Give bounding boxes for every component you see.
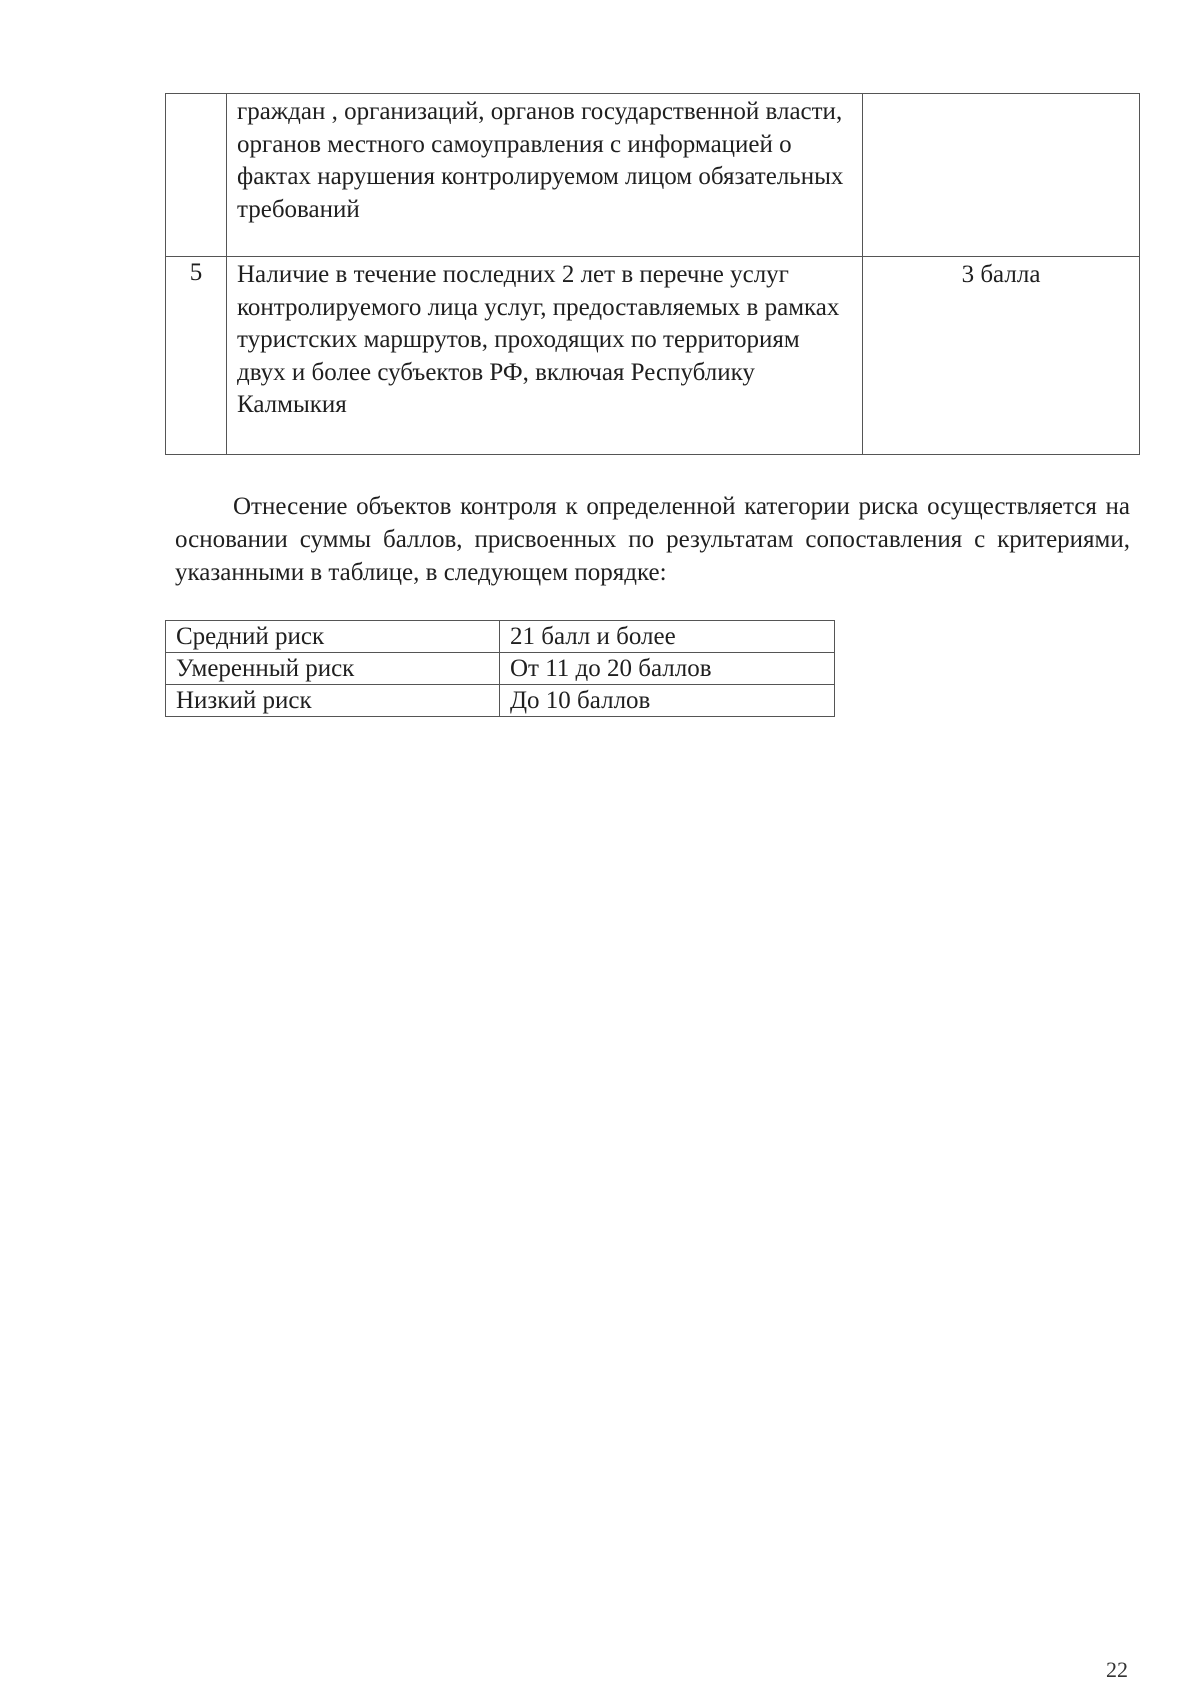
table-row xyxy=(166,653,835,685)
risk-score-range: От 11 до 20 баллов xyxy=(500,653,835,685)
body-paragraph: Отнесение объектов контроля к определенной категории риска осуществляется на основании суммы баллов, присвоенных по результатам сопоставления с критериями, указанными в таблице, в следующем порядке: xyxy=(175,493,1130,586)
criterion-number: 5 xyxy=(166,257,227,455)
criterion-score xyxy=(863,94,1140,257)
risk-category: Низкий риск xyxy=(166,685,500,717)
risk-score-range: 21 балл и более xyxy=(500,621,835,653)
criteria-table xyxy=(165,93,1140,455)
risk-category: Средний риск xyxy=(166,621,500,653)
criterion-score: 3 балла xyxy=(863,257,1140,455)
table-row xyxy=(166,685,835,717)
risk-score-range: До 10 баллов xyxy=(500,685,835,717)
risk-category: Умеренный риск xyxy=(166,653,500,685)
page-number: 22 xyxy=(1106,1657,1128,1682)
criterion-description: Наличие в течение последних 2 лет в перечне услуг контролируемого лица услуг, предоставляемых в рамках туристских маршрутов, проходящих по территориям двух и более субъектов РФ, включая Республику Калмыкия xyxy=(227,257,863,455)
table-row xyxy=(166,257,1140,455)
table-row xyxy=(166,94,1140,257)
table-row xyxy=(166,621,835,653)
risk-category-table xyxy=(165,620,835,717)
criterion-description: граждан , организаций, органов государственной власти, органов местного самоуправления с информацией о фактах нарушения контролируемом лицом обязательных требований xyxy=(227,94,863,257)
criterion-number xyxy=(166,94,227,257)
